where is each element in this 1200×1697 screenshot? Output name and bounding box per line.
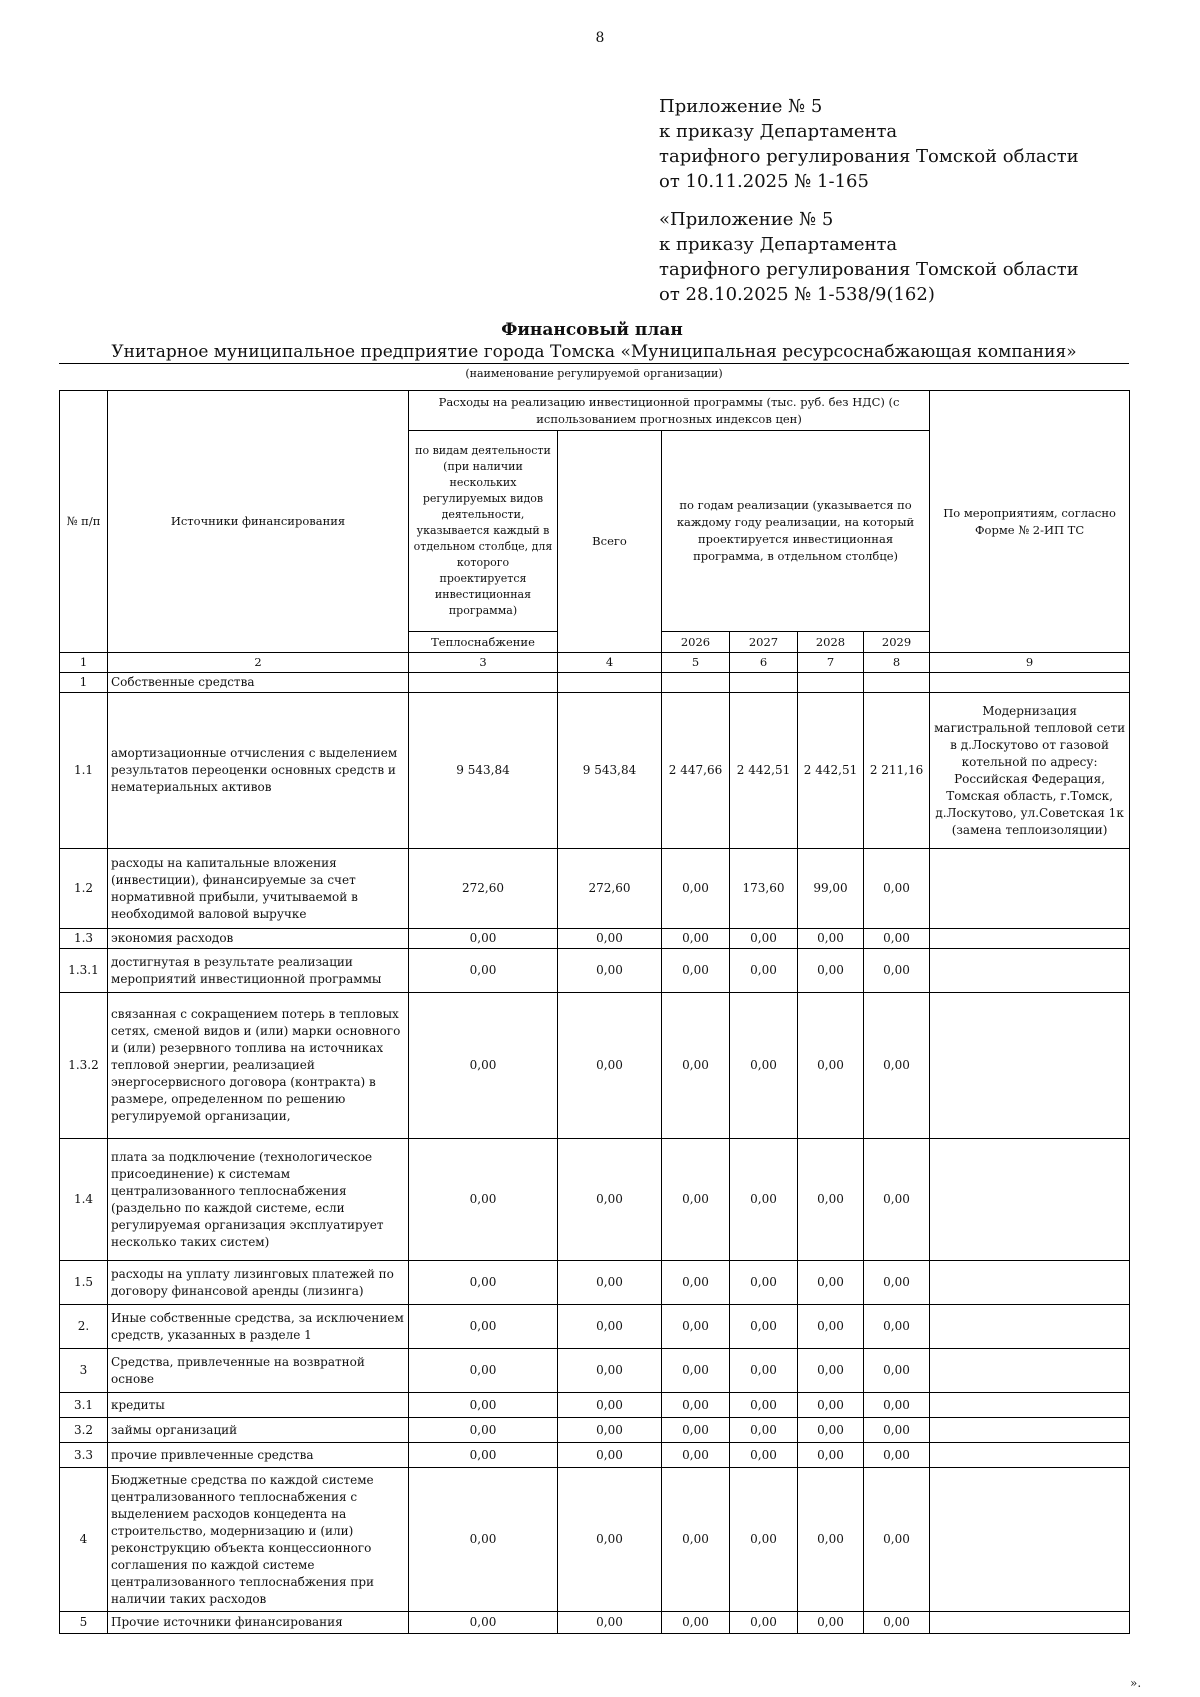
header-num: № п/п bbox=[60, 391, 108, 653]
row-value: 0,00 bbox=[798, 949, 864, 993]
row-value: 0,00 bbox=[730, 929, 798, 949]
row-number: 3 bbox=[60, 1349, 108, 1393]
row-value: 0,00 bbox=[730, 1349, 798, 1393]
row-number: 1.2 bbox=[60, 849, 108, 929]
row-value: 0,00 bbox=[798, 1393, 864, 1418]
row-value: 2 442,51 bbox=[798, 693, 864, 849]
table-row bbox=[60, 993, 1130, 1139]
row-value: 0,00 bbox=[558, 993, 662, 1139]
column-number: 7 bbox=[798, 653, 864, 673]
row-measure bbox=[930, 949, 1130, 993]
row-measure bbox=[930, 1418, 1130, 1443]
row-value: 99,00 bbox=[798, 849, 864, 929]
row-measure bbox=[930, 673, 1130, 693]
row-value: 0,00 bbox=[864, 929, 930, 949]
page-number: 8 bbox=[595, 30, 605, 46]
row-value: 272,60 bbox=[558, 849, 662, 929]
row-value: 0,00 bbox=[662, 993, 730, 1139]
row-value bbox=[864, 673, 930, 693]
row-value: 0,00 bbox=[798, 1443, 864, 1468]
row-value: 0,00 bbox=[662, 949, 730, 993]
row-value: 0,00 bbox=[662, 849, 730, 929]
appendix-line: от 28.10.2025 № 1-538/9(162) bbox=[659, 284, 935, 305]
row-value: 0,00 bbox=[558, 1468, 662, 1612]
row-value: 9 543,84 bbox=[409, 693, 558, 849]
row-number: 1.3.2 bbox=[60, 993, 108, 1139]
column-number: 9 bbox=[930, 653, 1130, 673]
row-number: 1.5 bbox=[60, 1261, 108, 1305]
row-value: 0,00 bbox=[558, 1612, 662, 1634]
row-value: 0,00 bbox=[409, 1305, 558, 1349]
row-value: 0,00 bbox=[730, 1468, 798, 1612]
row-value: 0,00 bbox=[864, 1612, 930, 1634]
row-value: 0,00 bbox=[730, 993, 798, 1139]
row-value: 0,00 bbox=[409, 1612, 558, 1634]
row-value bbox=[662, 673, 730, 693]
row-number: 3.3 bbox=[60, 1443, 108, 1468]
row-source-name: расходы на уплату лизинговых платежей по договору финансовой аренды (лизинга) bbox=[108, 1261, 409, 1305]
row-measure bbox=[930, 849, 1130, 929]
row-value: 0,00 bbox=[730, 1139, 798, 1261]
row-measure bbox=[930, 1443, 1130, 1468]
row-value: 0,00 bbox=[662, 1418, 730, 1443]
row-value: 0,00 bbox=[409, 1468, 558, 1612]
appendix-line: к приказу Департамента bbox=[659, 234, 898, 255]
row-value: 0,00 bbox=[662, 1612, 730, 1634]
table-row bbox=[60, 929, 1130, 949]
row-source-name: достигнутая в результате реализации мероприятий инвестиционной программы bbox=[108, 949, 409, 993]
row-number: 3.2 bbox=[60, 1418, 108, 1443]
row-value: 0,00 bbox=[798, 1261, 864, 1305]
row-source-name: Бюджетные средства по каждой системе централизованного теплоснабжения с выделением расходов концедента на строительство, модернизацию и (или) реконструкцию объекта концессионного соглашения по каждой системе централизованного теплоснабжения при наличии таких расходов bbox=[108, 1468, 409, 1612]
row-measure: Модернизация магистральной тепловой сети в д.Лоскутово от газовой котельной по адресу: Российская Федерация, Томская область, г.Томск, д.Лоскутово, ул.Советская 1к (замена теплоизоляции) bbox=[930, 693, 1130, 849]
row-value: 0,00 bbox=[409, 949, 558, 993]
row-number: 1.1 bbox=[60, 693, 108, 849]
row-value bbox=[409, 673, 558, 693]
row-value: 0,00 bbox=[558, 1443, 662, 1468]
header-year: 2027 bbox=[730, 632, 798, 653]
row-source-name: Прочие источники финансирования bbox=[108, 1612, 409, 1634]
row-source-name: кредиты bbox=[108, 1393, 409, 1418]
table-row bbox=[60, 1468, 1130, 1612]
row-value: 0,00 bbox=[409, 993, 558, 1139]
organization-caption: (наименование регулируемой организации) bbox=[465, 367, 723, 380]
header-total: Всего bbox=[558, 431, 662, 653]
row-value: 0,00 bbox=[662, 1468, 730, 1612]
table-row bbox=[60, 693, 1130, 849]
row-value: 0,00 bbox=[662, 929, 730, 949]
row-value: 0,00 bbox=[409, 1349, 558, 1393]
row-value: 0,00 bbox=[409, 1139, 558, 1261]
row-value bbox=[730, 673, 798, 693]
organization-name: Унитарное муниципальное предприятие города Томска «Муниципальная ресурсоснабжающая компания» bbox=[59, 342, 1129, 364]
row-source-name: Собственные средства bbox=[108, 673, 409, 693]
row-value: 0,00 bbox=[864, 849, 930, 929]
row-value bbox=[798, 673, 864, 693]
row-number: 3.1 bbox=[60, 1393, 108, 1418]
header-sources: Источники финансирования bbox=[108, 391, 409, 653]
row-value: 0,00 bbox=[558, 929, 662, 949]
row-value: 0,00 bbox=[730, 1443, 798, 1468]
row-value: 2 442,51 bbox=[730, 693, 798, 849]
row-source-name: экономия расходов bbox=[108, 929, 409, 949]
row-value: 2 447,66 bbox=[662, 693, 730, 849]
table-row bbox=[60, 673, 1130, 693]
table-row bbox=[60, 1418, 1130, 1443]
column-number: 3 bbox=[409, 653, 558, 673]
appendix-new bbox=[659, 94, 1079, 194]
row-value: 0,00 bbox=[662, 1349, 730, 1393]
row-value: 0,00 bbox=[864, 1418, 930, 1443]
row-value: 0,00 bbox=[662, 1393, 730, 1418]
table-row bbox=[60, 1261, 1130, 1305]
row-source-name: Иные собственные средства, за исключением средств, указанных в разделе 1 bbox=[108, 1305, 409, 1349]
row-value: 0,00 bbox=[558, 1139, 662, 1261]
row-source-name: прочие привлеченные средства bbox=[108, 1443, 409, 1468]
row-value: 0,00 bbox=[558, 1393, 662, 1418]
row-value: 0,00 bbox=[798, 1349, 864, 1393]
row-value: 0,00 bbox=[798, 929, 864, 949]
row-value: 0,00 bbox=[409, 1261, 558, 1305]
table-row bbox=[60, 1612, 1130, 1634]
row-value: 0,00 bbox=[864, 1139, 930, 1261]
row-value: 0,00 bbox=[662, 1139, 730, 1261]
row-source-name: займы организаций bbox=[108, 1418, 409, 1443]
row-measure bbox=[930, 1305, 1130, 1349]
row-value: 0,00 bbox=[798, 1418, 864, 1443]
row-source-name: расходы на капитальные вложения (инвестиции), финансируемые за счет нормативной прибыли, учитываемой в необходимой валовой выручке bbox=[108, 849, 409, 929]
row-value: 0,00 bbox=[864, 1261, 930, 1305]
row-value: 0,00 bbox=[730, 1393, 798, 1418]
header-year: 2026 bbox=[662, 632, 730, 653]
row-measure bbox=[930, 993, 1130, 1139]
row-value: 0,00 bbox=[409, 1443, 558, 1468]
row-value: 0,00 bbox=[798, 993, 864, 1139]
table-row bbox=[60, 1349, 1130, 1393]
header-year: 2029 bbox=[864, 632, 930, 653]
row-value: 0,00 bbox=[409, 1393, 558, 1418]
row-value: 0,00 bbox=[558, 949, 662, 993]
table-row bbox=[60, 849, 1130, 929]
row-value: 0,00 bbox=[864, 1393, 930, 1418]
appendix-line: тарифного регулирования Томской области bbox=[659, 259, 1079, 280]
row-value: 0,00 bbox=[409, 929, 558, 949]
row-value: 0,00 bbox=[662, 1261, 730, 1305]
row-source-name: амортизационные отчисления с выделением результатов переоценки основных средств и нематериальных активов bbox=[108, 693, 409, 849]
row-value: 9 543,84 bbox=[558, 693, 662, 849]
row-value: 0,00 bbox=[730, 949, 798, 993]
row-value: 173,60 bbox=[730, 849, 798, 929]
row-measure bbox=[930, 1139, 1130, 1261]
row-value: 0,00 bbox=[730, 1261, 798, 1305]
column-number: 5 bbox=[662, 653, 730, 673]
row-value: 0,00 bbox=[798, 1612, 864, 1634]
row-value: 0,00 bbox=[864, 1468, 930, 1612]
header-year: 2028 bbox=[798, 632, 864, 653]
row-value: 0,00 bbox=[730, 1305, 798, 1349]
row-source-name: связанная с сокращением потерь в тепловых сетях, сменой видов и (или) марки основного и (или) резервного топлива на источниках тепловой энергии, реализацией энергосервисного договора (контракта) в размере, определенном по решению регулируемой организации, bbox=[108, 993, 409, 1139]
table-row bbox=[60, 1443, 1130, 1468]
table-row bbox=[60, 1393, 1130, 1418]
row-number: 1.3 bbox=[60, 929, 108, 949]
appendix-line: Приложение № 5 bbox=[659, 96, 823, 117]
row-value: 0,00 bbox=[798, 1305, 864, 1349]
appendix-line: от 10.11.2025 № 1-165 bbox=[659, 171, 869, 192]
appendix-line: «Приложение № 5 bbox=[659, 209, 834, 230]
row-value: 0,00 bbox=[864, 1349, 930, 1393]
row-source-name: плата за подключение (технологическое присоединение) к системам централизованного теплоснабжения (раздельно по каждой системе, если регулируемая организация эксплуатирует несколько таких систем) bbox=[108, 1139, 409, 1261]
row-value: 272,60 bbox=[409, 849, 558, 929]
column-number: 2 bbox=[108, 653, 409, 673]
column-number: 4 bbox=[558, 653, 662, 673]
row-value: 0,00 bbox=[662, 1305, 730, 1349]
header-activity-name: Теплоснабжение bbox=[409, 632, 558, 653]
row-number: 5 bbox=[60, 1612, 108, 1634]
row-measure bbox=[930, 1468, 1130, 1612]
row-measure bbox=[930, 1349, 1130, 1393]
column-number: 8 bbox=[864, 653, 930, 673]
row-number: 2. bbox=[60, 1305, 108, 1349]
column-number: 6 bbox=[730, 653, 798, 673]
row-value: 0,00 bbox=[798, 1139, 864, 1261]
table-row bbox=[60, 1305, 1130, 1349]
row-value: 2 211,16 bbox=[864, 693, 930, 849]
row-value: 0,00 bbox=[558, 1305, 662, 1349]
row-value: 0,00 bbox=[558, 1261, 662, 1305]
row-number: 1.4 bbox=[60, 1139, 108, 1261]
row-value: 0,00 bbox=[662, 1443, 730, 1468]
header-measures: По мероприятиям, согласно Форме № 2-ИП ТС bbox=[930, 391, 1130, 653]
appendix-line: тарифного регулирования Томской области bbox=[659, 146, 1079, 167]
table-row bbox=[60, 1139, 1130, 1261]
financial-plan-table bbox=[59, 390, 1130, 1634]
row-value: 0,00 bbox=[730, 1612, 798, 1634]
row-value: 0,00 bbox=[798, 1468, 864, 1612]
row-measure bbox=[930, 1261, 1130, 1305]
row-value: 0,00 bbox=[864, 1443, 930, 1468]
row-value: 0,00 bbox=[730, 1418, 798, 1443]
document-title: Финансовый план bbox=[501, 320, 683, 340]
row-value: 0,00 bbox=[558, 1349, 662, 1393]
row-measure bbox=[930, 1612, 1130, 1634]
row-value: 0,00 bbox=[864, 1305, 930, 1349]
header-by-years: по годам реализации (указывается по каждому году реализации, на который проектируется инвестиционная программа, в отдельном столбце) bbox=[662, 431, 930, 632]
row-value: 0,00 bbox=[864, 993, 930, 1139]
row-number: 4 bbox=[60, 1468, 108, 1612]
row-value: 0,00 bbox=[409, 1418, 558, 1443]
row-value bbox=[558, 673, 662, 693]
row-measure bbox=[930, 1393, 1130, 1418]
row-value: 0,00 bbox=[558, 1418, 662, 1443]
appendix-line: к приказу Департамента bbox=[659, 121, 898, 142]
header-by-activity: по видам деятельности (при наличии нескольких регулируемых видов деятельности, указывается каждый в отдельном столбце, для которого проектируется инвестиционная программа) bbox=[409, 431, 558, 632]
appendix-old bbox=[659, 207, 1079, 307]
row-measure bbox=[930, 929, 1130, 949]
end-mark: ». bbox=[1130, 1676, 1142, 1690]
column-number: 1 bbox=[60, 653, 108, 673]
header-expenses-group: Расходы на реализацию инвестиционной программы (тыс. руб. без НДС) (с использованием прогнозных индексов цен) bbox=[409, 391, 930, 431]
table-row bbox=[60, 949, 1130, 993]
row-number: 1 bbox=[60, 673, 108, 693]
row-value: 0,00 bbox=[864, 949, 930, 993]
row-source-name: Средства, привлеченные на возвратной основе bbox=[108, 1349, 409, 1393]
row-number: 1.3.1 bbox=[60, 949, 108, 993]
